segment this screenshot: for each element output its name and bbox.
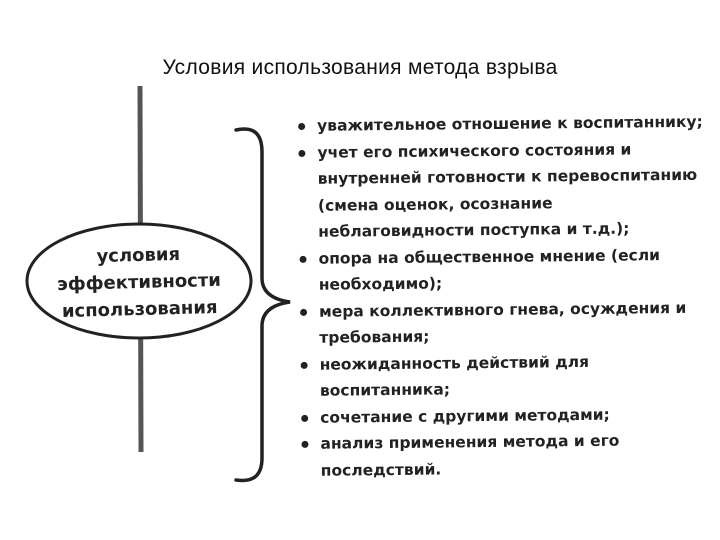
slide-title: Условия использования метода взрыва [162,56,558,79]
oval-line-2: эффективности [56,269,222,295]
condition-item: уважительное отношение к воспитаннику; [296,109,706,140]
condition-item: анализ применения метода и его последствий. [299,427,710,484]
oval-line-1: условия [96,243,181,267]
condition-item: учет его психического состояния и внутренней готовности к перевоспитанию (смена оценок, осознание неблаговидности поступка и т.д.); [296,135,707,245]
oval-label [27,225,252,339]
oval-line-3: использования [61,296,218,322]
condition-item: неожиданность действий для воспитанника; [298,347,709,404]
condition-item: мера коллективного гнева, осуждения и требования; [298,294,709,351]
condition-item: опора на общественное мнение (если необходимо); [297,241,708,298]
condition-item: сочетание с другими методами; [299,400,709,431]
conditions-list [296,109,710,484]
